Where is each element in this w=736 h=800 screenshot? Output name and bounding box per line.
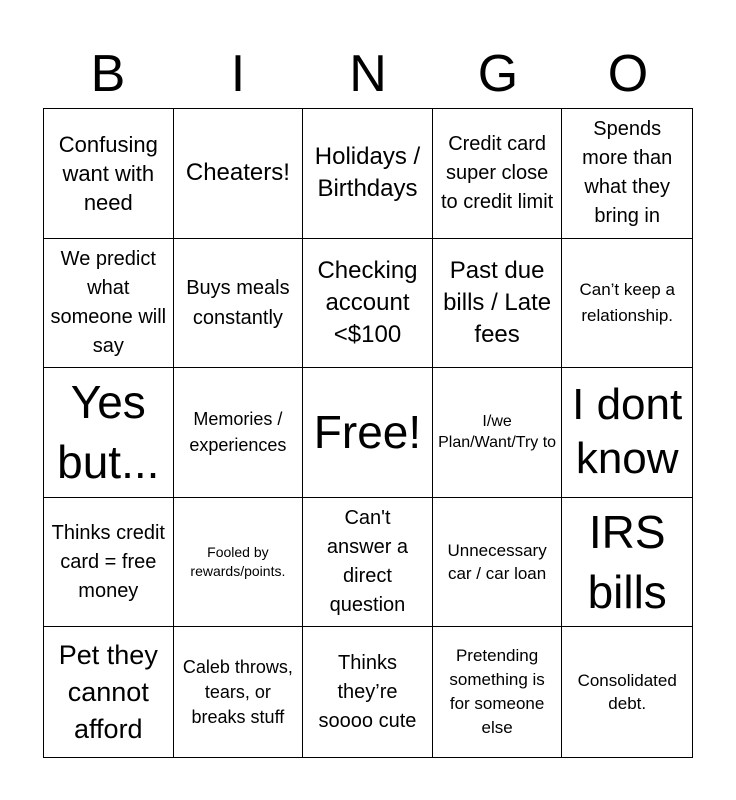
bingo-cell-b5[interactable] [44,627,174,757]
cell-label: Past due bills / Late fees [443,256,552,348]
header-letter-o: O [607,45,649,103]
bingo-cell-n3[interactable] [303,368,433,498]
cell-label: Spends more than what they bring in [582,118,673,228]
bingo-cell-i1[interactable] [174,109,304,239]
cell-label: Pet they cannot afford [58,639,158,744]
cell-label: Can’t keep a relationship. [579,279,675,325]
cell-label: We predict what someone will say [50,247,167,357]
bingo-cell-b1[interactable] [44,109,174,239]
cell-label: Yes but... [57,376,160,489]
bingo-cell-n2[interactable] [303,239,433,369]
cell-label: Unnecessary car / car loan [447,541,547,584]
cell-label: Cheaters! [185,159,290,187]
bingo-cell-i2[interactable] [174,239,304,369]
bingo-cell-o2[interactable] [562,239,692,369]
cell-label: Consolidated debt. [577,671,677,714]
bingo-cell-o5[interactable] [562,627,692,757]
cell-label: Credit card super close to credit limit [440,132,554,213]
cell-label: Memories / experiences [189,409,287,456]
bingo-cell-o3[interactable] [562,368,692,498]
bingo-cell-b3[interactable] [44,368,174,498]
bingo-cell-b4[interactable] [44,498,174,628]
bingo-cell-n1[interactable] [303,109,433,239]
bingo-cell-i3[interactable] [174,368,304,498]
bingo-cell-g3[interactable] [433,368,563,498]
cell-label: Caleb throws, tears, or breaks stuff [182,656,293,727]
cell-label: Free! [313,406,422,459]
bingo-cell-g4[interactable] [433,498,563,628]
cell-label: IRS bills [587,506,667,619]
bingo-cell-n5[interactable] [303,627,433,757]
cell-label: Holidays / Birthdays [314,143,421,203]
header-letter-b: B [90,45,126,103]
bingo-cell-i5[interactable] [174,627,304,757]
bingo-cell-g5[interactable] [433,627,563,757]
cell-label: Thinks credit card = free money [51,521,165,602]
header-letter-g: G [477,45,519,103]
cell-label: I/we Plan/Want/Try to [438,413,557,452]
cell-label: Checking account <$100 [317,256,418,348]
header-letter-i: I [230,45,246,103]
bingo-board [43,108,693,758]
cell-label: Thinks they’re soooo cute [318,651,417,732]
bingo-header [43,40,693,108]
header-letter-n: N [349,45,387,103]
bingo-cell-b2[interactable] [44,239,174,369]
bingo-cell-i4[interactable] [174,498,304,628]
bingo-cell-o4[interactable] [562,498,692,628]
cell-label: Fooled by rewards/points. [190,544,286,580]
bingo-cell-n4[interactable] [303,498,433,628]
cell-label: Can't answer a direct question [326,507,409,617]
cell-label: I dont know [572,380,683,484]
bingo-cell-g2[interactable] [433,239,563,369]
cell-label: Confusing want with need [58,131,158,215]
bingo-cell-g1[interactable] [433,109,563,239]
bingo-cell-o1[interactable] [562,109,692,239]
cell-label: Pretending something is for someone else [449,646,545,738]
cell-label: Buys meals constantly [186,276,290,329]
